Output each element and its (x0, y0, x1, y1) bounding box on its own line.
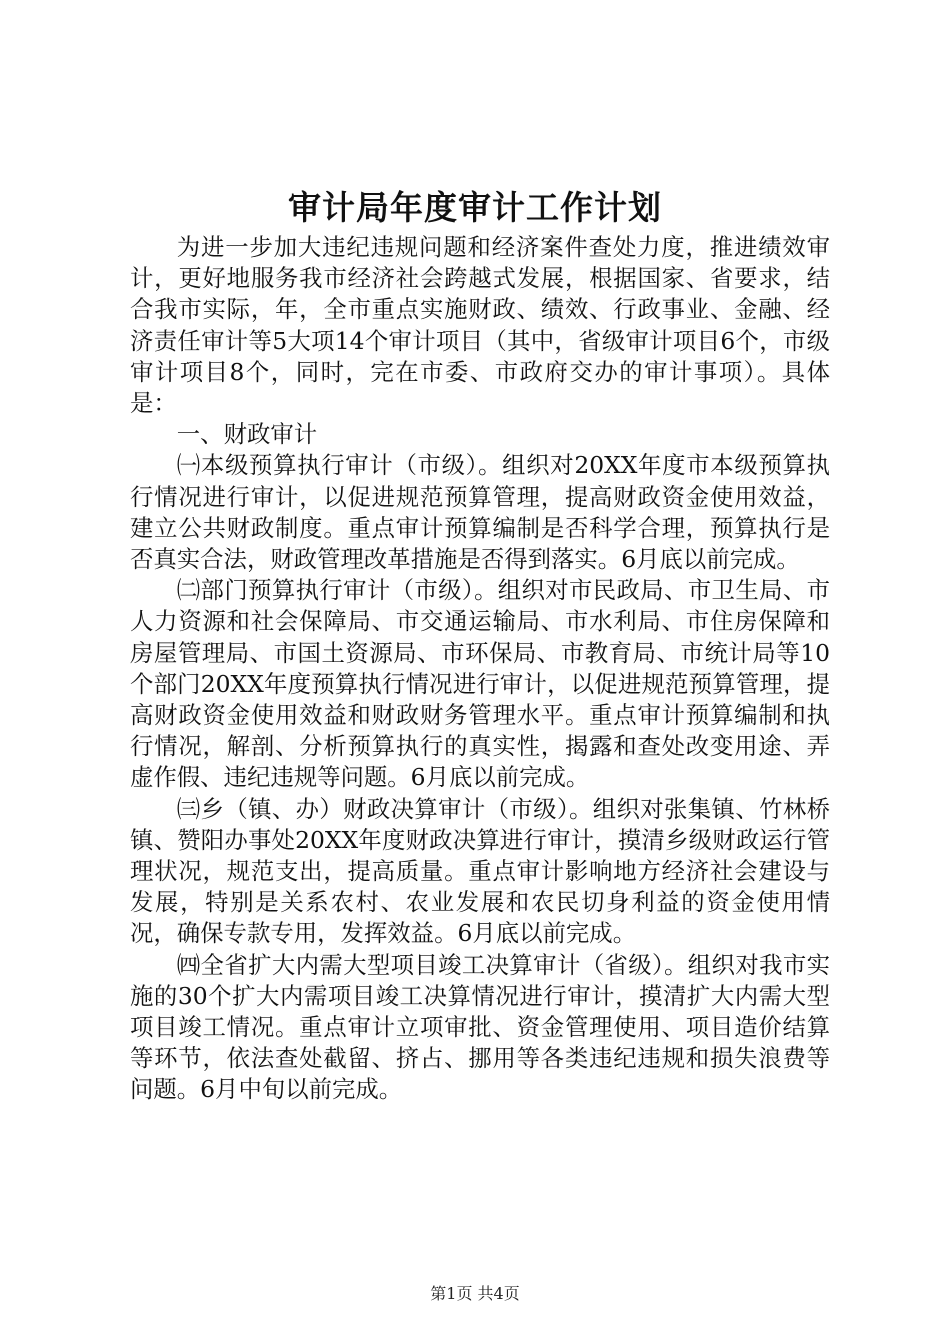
section-heading-fiscal-audit: 一、财政审计 (176, 420, 318, 449)
document-title: 审计局年度审计工作计划 (288, 188, 662, 227)
page-number-footer: 第1页 共4页 (430, 1284, 520, 1303)
paragraph-item-4: ㈣全省扩大内需大型项目竣工决算审计（省级）。组织对我市实施的30个扩大内需项目竣工决算情况进行审计，摸清扩大内需大型项目竣工情况。重点审计立项审批、资金管理使用、项目造价结算等环节，依法查处截留、挤占、挪用等各类违纪违规和损失浪费等问题。6月中旬以前完成。 (130, 950, 830, 1104)
intro-paragraph: 为进一步加大违纪违规问题和经济案件查处力度，推进绩效审计，更好地服务我市经济社会跨越式发展，根据国家、省要求，结合我市实际，年，全市重点实施财政、绩效、行政事业、金融、经济责任审计等5大项14个审计项目（其中，省级审计项目6个，市级审计项目8个，同时，完在市委、市政府交办的审计事项）。具体是： (130, 233, 830, 418)
paragraph-item-2: ㈡部门预算执行审计（市级）。组织对市民政局、市卫生局、市人力资源和社会保障局、市交通运输局、市水利局、市住房保障和房屋管理局、市国土资源局、市环保局、市教育局、市统计局等10个部门20XX年度预算执行情况进行审计，以促进规范预算管理，提高财政资金使用效益和财政财务管理水平。重点审计预算编制和执行情况，解剖、分析预算执行的真实性，揭露和查处改变用途、弄虚作假、违纪违规等问题。6月底以前完成。 (130, 576, 830, 792)
paragraph-item-3: ㈢乡（镇、办）财政决算审计（市级）。组织对张集镇、竹林桥镇、赞阳办事处20XX年度财政决算进行审计，摸清乡级财政运行管理状况，规范支出，提高质量。重点审计影响地方经济社会建设与发展，特别是关系农村、农业发展和农民切身利益的资金使用情况，确保专款专用，发挥效益。6月底以前完成。 (130, 794, 830, 948)
document-body (130, 232, 830, 1106)
paragraph-item-1: ㈠本级预算执行审计（市级）。组织对20XX年度市本级预算执行情况进行审计，以促进规范预算管理，提高财政资金使用效益，建立公共财政制度。重点审计预算编制是否科学合理，预算执行是否真实合法，财政管理改革措施是否得到落实。6月底以前完成。 (130, 451, 830, 574)
